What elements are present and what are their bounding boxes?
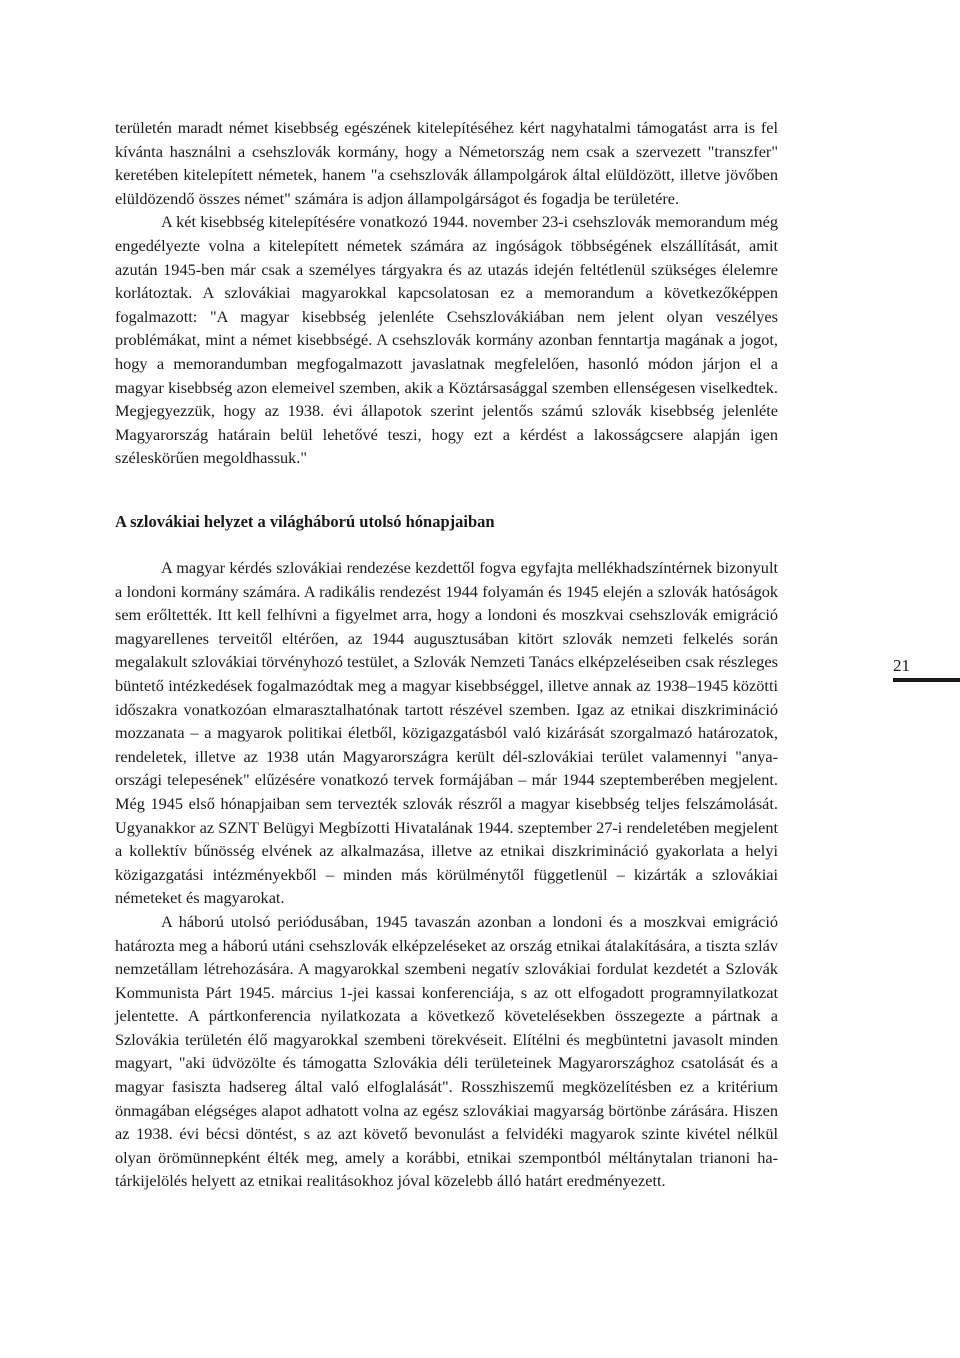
paragraph-war-final-period: A háború utolsó periódusában, 1945 tavaszán azonban a londoni és a moszkvai emigráció határozta meg a háború utáni csehszlovák elképzeléseket az ország etnikai átalakítására, a tiszta szláv nemzetállam létrehozására. A magyarokkal szembeni negatív szlovákiai fordulat kezdetét a Szlovák Kommunista Párt 1945. március 1-jei kassai konferenciája, s az ott elfogadott programnyilatkozat jelentette. A pártkonferencia nyilatkozata a következő követelésekben összegezte a pártnak a Szlovákia területén élő magyarokkal szembeni törekvéseit. Elítélni és megbüntetni javasolt minden magyart, "aki üdvözölte és támogatta Szlovákia déli területeinek Magyarországhoz csatolását és a magyar fasiszta hadsereg által való elfoglalását". Rosszhiszemű megközelítésben ez a kritérium önmagában elégséges alapot adhatott volna az egész szlovákiai magyarság börtönbe zárására. Hiszen az 1938. évi bécsi döntést, s az azt követő bevonulást a felvidéki magyarok szinte kivétel nélkül olyan örömünnepként élték meg, amely a korábbi, etnikai szempontból méltánytalan trianoni határkijelölés helyett az etnikai realitásokhoz jóval közelebb álló határt eredményezett. bbox=[115, 911, 778, 1191]
page-number: 21 bbox=[893, 656, 910, 675]
paragraph-continued: területén maradt német kisebbség egészének kitelepítéséhez kért nagyhatalmi támogatást arra is fel kívánta használni a csehszlovák kormány, hogy a Németország nem csak a szervezett "transzfer" keretében kitelepített németek, hanem "a csehszlovák állampolgárok által elüldözött, illetve jövőben elüldözendő összes német" számára is adjon állampolgárságot és fogadja be területére. bbox=[115, 118, 778, 208]
paragraph-slovak-question: A magyar kérdés szlovákiai rendezése kezdettől fogva egyfajta mellékhadszíntérnek bizonyult a londoni kormány számára. A radikális rendezést 1944 folyamán és 1945 elején a szlovák hatóságok sem erőltették. Itt kell felhívni a figyelmet arra, hogy a londoni és moszkvai csehszlovák emigráció magyarellenes terveitől eltérően, az 1944 augusztusában kitört szlovák nemzeti felkelés során megalakult szlovákiai törvényhozó testület, a Szlovák Nemzeti Tanács elképzeléseiben csak részleges büntető intézkedések fogalmazódtak meg a magyar kisebbséggel, illetve annak az 1938–1945 közötti időszakra vonatkozóan elmarasztalhatónak tartott részével szemben. Igaz az etnikai diszkrimináció mozzanata – a magyarok politikai életből, közigazgatásból való kizárását szorgalmazó határozatok, rendeletek, illetve az 1938 után Magyarországra került dél-szlovákiai terület valamennyi "anyaországi telepesének" elűzésére vonatkozó tervek formájában – már 1944 szeptemberében megjelent. Még 1945 első hónapjaiban sem tervezték szlovák részről a magyar kisebbség teljes felszámolását. Ugyanakkor az SZNT Belügyi Megbízotti Hivatalának 1944. szeptember 27-i rendeletében megjelent a kollektív bűnösség elvének az alkalmazása, illetve az etnikai diszkrimináció gyakorlata a helyi közigazgatási intézményekből – minden más körülménytől függetlenül – kizárták a szlovákiai németeket és magyarokat. bbox=[115, 558, 778, 908]
text-block-bottom bbox=[115, 556, 778, 1193]
text-block-top bbox=[115, 116, 778, 470]
paragraph-memorandum: A két kisebbség kitelepítésére vonatkozó 1944. november 23-i csehszlovák memorandum még engedélyezte volna a kitelepített németek számára az ingóságok többségének elszállítását, amit azután 1945-ben már csak a személyes tárgyakra és az utazás idején feltétlenül szükséges élelemre korlátoztak. A szlovákiai magyarokkal kapcsolatosan ez a memorandum a következőképpen fogalmazott: "A magyar kisebbség jelenléte Csehszlovákiában nem jelent olyan veszélyes problémákat, mint a német kisebbségé. A csehszlovák kormány azonban fenntartja magának a jogot, hogy a memorandumban megfogalmazott javaslatnak megfelelően, hasonló módon járjon el a magyar kisebbség azon elemeivel szemben, akik a Köztársasággal szemben ellenségesen viselkedtek. Megjegyezzük, hogy az 1938. évi állapotok szerint jelentős számú szlovák kisebbség jelenléte Magyarország határain belül lehetővé teszi, hogy ezt a kérdést a lakosságcsere alapján igen széleskörűen megoldhassuk." bbox=[115, 212, 778, 468]
page-number-rule bbox=[893, 678, 960, 682]
section-heading: A szlovákiai helyzet a világháború utolsó hónapjaiban bbox=[115, 512, 495, 531]
